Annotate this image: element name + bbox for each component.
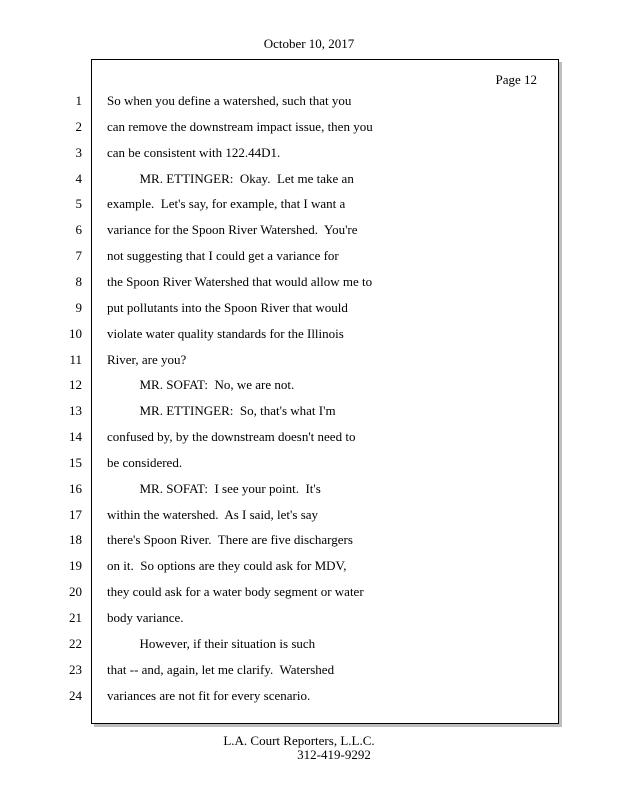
line-number: 21 (69, 610, 82, 625)
line-number: 6 (75, 222, 82, 238)
line-number: 1 (75, 93, 82, 108)
line-number: 11 (69, 351, 82, 367)
line-number: 2 (75, 118, 82, 134)
line-text: MR. SOFAT: No, we are not. (107, 377, 295, 393)
transcript-line (0, 196, 618, 214)
line-number: 5 (75, 196, 82, 212)
transcript-line (0, 429, 618, 447)
footer-phone: 312-419-9292 (297, 747, 371, 762)
line-number: 9 (75, 299, 82, 315)
transcript-line (0, 507, 618, 525)
line-text: on it. So options are they could ask for MDV, (107, 558, 347, 574)
line-text: However, if their situation is such (107, 635, 316, 651)
transcript-line (0, 532, 618, 550)
header-date: October 10, 2017 (263, 36, 355, 51)
transcript-line (0, 558, 618, 576)
transcript-line (0, 222, 618, 240)
line-number: 14 (69, 429, 82, 445)
transcript-line (0, 403, 618, 421)
line-number: 12 (69, 377, 82, 393)
line-number: 18 (69, 532, 82, 548)
line-text: confused by, by the downstream doesn't need to (107, 429, 356, 445)
line-number: 24 (69, 687, 82, 703)
line-text: variance for the Spoon River Watershed. You're (107, 222, 358, 238)
line-text: can be consistent with 122.44D1. (107, 144, 281, 160)
line-number: 22 (69, 635, 82, 651)
line-text: that -- and, again, let me clarify. Watershed (107, 661, 335, 677)
transcript-line (0, 93, 618, 111)
transcript-line (0, 455, 618, 473)
line-text: be considered. (107, 454, 183, 470)
line-text: not suggesting that I could get a variance for (107, 248, 339, 264)
line-number: 19 (69, 558, 82, 574)
transcript-line (0, 119, 618, 137)
line-number: 10 (69, 325, 82, 341)
line-number: 4 (75, 170, 82, 186)
line-text: River, are you? (107, 351, 187, 367)
transcript-line (0, 636, 618, 654)
line-text: MR. SOFAT: I see your point. It's (107, 480, 321, 496)
line-number: 3 (75, 144, 82, 160)
transcript-line (0, 662, 618, 680)
line-text: they could ask for a water body segment or water (107, 584, 364, 600)
transcript-line (0, 610, 618, 628)
transcript-line (0, 481, 618, 499)
transcript-line (0, 352, 618, 370)
line-text: there's Spoon River. There are five dischargers (107, 532, 353, 548)
transcript-line (0, 274, 618, 292)
line-text: MR. ETTINGER: So, that's what I'm (107, 403, 336, 419)
transcript-line (0, 171, 618, 189)
line-number: 8 (75, 273, 82, 289)
line-number: 23 (69, 661, 82, 677)
line-text: put pollutants into the Spoon River that would (107, 299, 348, 315)
line-number: 7 (75, 248, 82, 264)
line-text: can remove the downstream impact issue, then you (107, 118, 373, 134)
line-text: example. Let's say, for example, that I want a (107, 196, 346, 212)
line-text: within the watershed. As I said, let's say (107, 506, 319, 522)
transcript-line (0, 300, 618, 318)
line-text: MR. ETTINGER: Okay. Let me take an (107, 170, 354, 186)
transcript-line (0, 326, 618, 344)
footer-company: L.A. Court Reporters, L.L.C. (223, 733, 375, 748)
line-text: body variance. (107, 610, 184, 625)
line-text: violate water quality standards for the Illinois (107, 325, 344, 341)
page-number: Page 12 (495, 72, 537, 87)
line-number: 16 (69, 480, 82, 496)
line-text: the Spoon River Watershed that would allow me to (107, 273, 373, 289)
line-text: variances are not fit for every scenario. (107, 687, 311, 703)
transcript-line (0, 688, 618, 706)
line-number: 15 (69, 454, 82, 470)
line-number: 17 (69, 506, 82, 522)
line-text: So when you define a watershed, such that you (107, 93, 352, 108)
line-number: 20 (69, 584, 82, 600)
transcript-line (0, 248, 618, 266)
transcript-line (0, 584, 618, 602)
line-number: 13 (69, 403, 82, 419)
transcript-line (0, 377, 618, 395)
transcript-line (0, 145, 618, 163)
